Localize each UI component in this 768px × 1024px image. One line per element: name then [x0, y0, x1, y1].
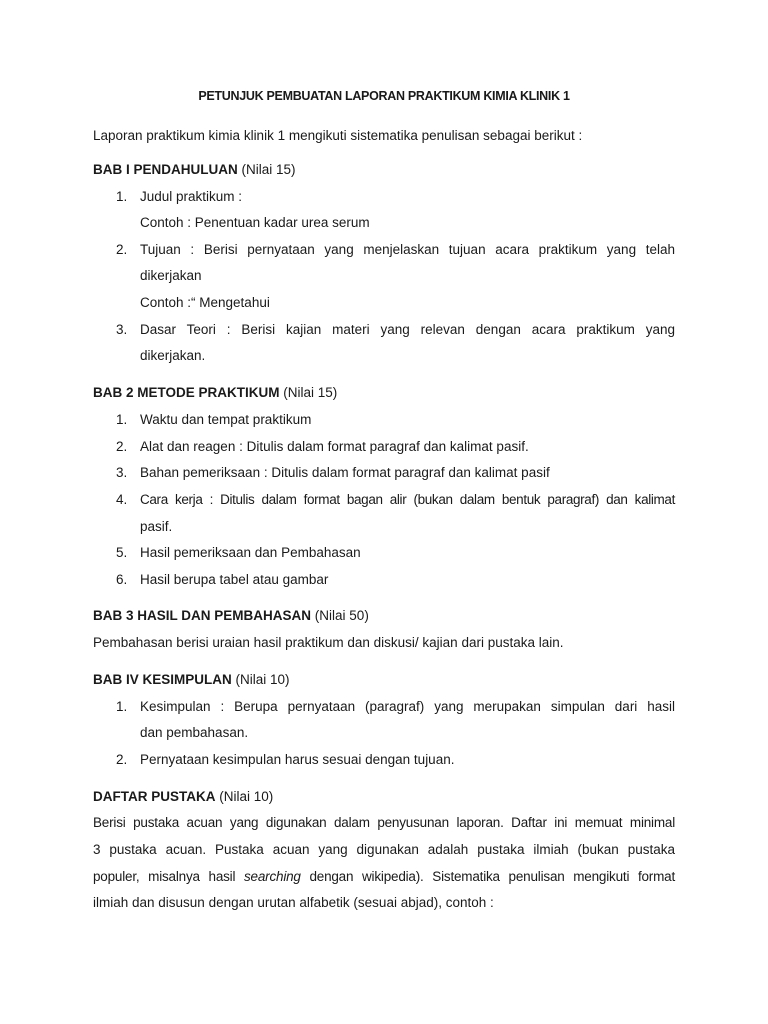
daftar-line-part: dengan wikipedia). Sistematika penulisan mengikuti format: [300, 869, 676, 884]
daftar-line: ilmiah dan disusun dengan urutan alfabetik (sesuai abjad), contoh :: [93, 895, 494, 910]
list-item-text: Waktu dan tempat praktikum: [140, 412, 312, 427]
list-item-text: dikerjakan.: [140, 348, 206, 363]
bab4-title: BAB IV KESIMPULAN: [93, 672, 232, 687]
list-number: 6.: [116, 572, 128, 587]
list-item-text: Alat dan reagen : Ditulis dalam format paragraf dan kalimat pasif.: [140, 439, 529, 454]
bab4-nilai: (Nilai 10): [235, 672, 290, 687]
list-item-text: Hasil pemeriksaan dan Pembahasan: [140, 545, 361, 560]
list-item-text: dikerjakan: [140, 268, 202, 283]
bab3-title: BAB 3 HASIL DAN PEMBAHASAN: [93, 608, 312, 623]
list-number: 1.: [116, 699, 128, 714]
daftar-line: 3 pustaka acuan. Pustaka acuan yang digunakan adalah pustaka ilmiah (bukan pustaka: [93, 842, 675, 857]
list-number: 2.: [116, 752, 128, 767]
daftar-line: Berisi pustaka acuan yang digunakan dalam penyusunan laporan. Daftar ini memuat minimal: [93, 815, 675, 830]
list-number: 2.: [116, 242, 128, 257]
list-item-text: Cara kerja : Ditulis dalam format bagan alir (bukan dalam bentuk paragraf) dan kalimat: [140, 492, 675, 507]
bab2-heading: [93, 386, 337, 400]
list-item-text: Contoh : Penentuan kadar urea serum: [140, 215, 370, 230]
list-item-text: Judul praktikum :: [140, 189, 243, 204]
list-item-text: Hasil berupa tabel atau gambar: [140, 572, 329, 587]
list-item-text: dan pembahasan.: [140, 725, 249, 740]
bab2-nilai: (Nilai 15): [283, 385, 338, 400]
list-item-text: Dasar Teori : Berisi kajian materi yang relevan dengan acara praktikum yang: [140, 322, 675, 337]
list-number: 1.: [116, 412, 128, 427]
list-number: 4.: [116, 492, 128, 507]
daftar-emphasis: searching: [244, 869, 301, 884]
daftar-line: [93, 870, 675, 884]
list-number: 3.: [116, 322, 128, 337]
list-item-text: pasif.: [140, 519, 173, 534]
document-title: PETUNJUK PEMBUATAN LAPORAN PRAKTIKUM KIMIA KLINIK 1: [198, 89, 570, 103]
list-number: 5.: [116, 545, 128, 560]
list-number: 3.: [116, 465, 128, 480]
daftar-nilai: (Nilai 10): [219, 789, 274, 804]
list-item-text: Pernyataan kesimpulan harus sesuai dengan tujuan.: [140, 752, 455, 767]
daftar-line-part: populer, misalnya hasil: [93, 869, 244, 884]
intro-text: Laporan praktikum kimia klinik 1 mengikuti sistematika penulisan sebagai berikut :: [93, 128, 583, 143]
bab1-nilai: (Nilai 15): [241, 162, 296, 177]
list-item-text: Contoh :“ Mengetahui: [140, 295, 270, 310]
bab1-title: BAB I PENDAHULUAN: [93, 162, 238, 177]
list-item-text: Bahan pemeriksaan : Ditulis dalam format paragraf dan kalimat pasif: [140, 465, 550, 480]
list-number: 1.: [116, 189, 128, 204]
list-number: 2.: [116, 439, 128, 454]
bab4-heading: [93, 673, 290, 687]
bab2-title: BAB 2 METODE PRAKTIKUM: [93, 385, 280, 400]
list-item-text: Kesimpulan : Berupa pernyataan (paragraf) yang merupakan simpulan dari hasil: [140, 699, 675, 714]
daftar-heading: [93, 790, 273, 804]
daftar-title: DAFTAR PUSTAKA: [93, 789, 216, 804]
bab1-heading: [93, 163, 296, 177]
list-item-text: Tujuan : Berisi pernyataan yang menjelaskan tujuan acara praktikum yang telah: [140, 242, 675, 257]
bab3-heading: [93, 609, 369, 623]
bab3-text: Pembahasan berisi uraian hasil praktikum dan diskusi/ kajian dari pustaka lain.: [93, 635, 564, 650]
bab3-nilai: (Nilai 50): [314, 608, 369, 623]
